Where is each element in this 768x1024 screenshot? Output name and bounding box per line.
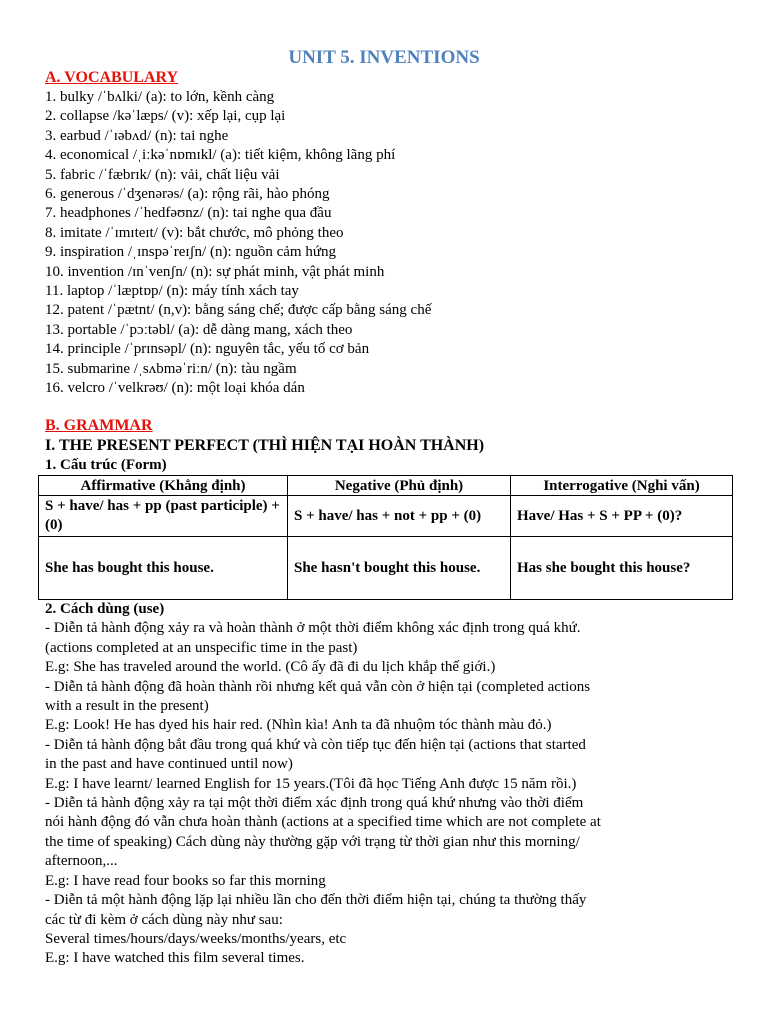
use-line: E.g: I have watched this film several times.: [45, 950, 305, 967]
vocab-item: 8. imitate /ˈɪmɪteɪt/ (v): bắt chước, mô phỏng theo: [45, 224, 344, 241]
table-row: [39, 496, 733, 537]
use-line: in the past and have continued until now): [45, 756, 293, 773]
vocab-item: 11. laptop /ˈlæptɒp/ (n): máy tính xách tay: [45, 283, 299, 300]
use-line: E.g: I have read four books so far this morning: [45, 872, 326, 889]
use-line: Several times/hours/days/weeks/months/years, etc: [45, 930, 347, 947]
vocab-item: 9. inspiration /ˌɪnspəˈreɪʃn/ (n): nguồn cảm hứng: [45, 244, 336, 261]
vocab-item: 2. collapse /kəˈlæps/ (v): xếp lại, cụp lại: [45, 108, 286, 125]
use-section: [45, 600, 745, 969]
use-line: - Diễn tả hành động xảy ra tại một thời điểm xác định trong quá khứ nhưng vào thời điểm: [45, 795, 584, 812]
use-line: - Diễn tả hành động đã hoàn thành rồi nhưng kết quả vẫn còn ở hiện tại (completed actions: [45, 678, 591, 695]
table-header-row: [39, 476, 733, 496]
use-line: the time of speaking) Cách dùng này thường gặp với trạng từ thời gian như this morning/: [45, 833, 580, 850]
use-line: các từ đi kèm ở cách dùng này như sau:: [45, 911, 283, 928]
use-line: (actions completed at an unspecific time in the past): [45, 639, 358, 656]
vocab-item: 10. invention /ɪnˈvenʃn/ (n): sự phát minh, vật phát minh: [45, 263, 385, 280]
table-cell: S + have/ has + not + pp + (0): [288, 496, 511, 537]
vocab-item: 15. submarine /ˌsʌbməˈriːn/ (n): tàu ngầm: [45, 360, 297, 377]
table-cell: S + have/ has + pp (past participle) + (0): [39, 496, 288, 537]
table-cell: Has she bought this house?: [511, 537, 733, 600]
vocab-item: 5. fabric /ˈfæbrɪk/ (n): vải, chất liệu vải: [45, 166, 280, 183]
vocab-item: 13. portable /ˈpɔːtəbl/ (a): dễ dàng mang, xách theo: [45, 321, 353, 338]
vocab-item: 7. headphones /ˈhedfəʊnz/ (n): tai nghe qua đầu: [45, 205, 332, 222]
use-line: - Diễn tả hành động xảy ra và hoàn thành ở một thời điểm không xác định trong quá khứ.: [45, 620, 581, 637]
grammar-subheading: I. THE PRESENT PERFECT (THÌ HIỆN TẠI HOÀN THÀNH): [45, 437, 485, 454]
vocab-item: 1. bulky /ˈbʌlki/ (a): to lớn, kềnh càng: [45, 89, 275, 105]
table-header-negative: Negative (Phủ định): [288, 476, 511, 496]
unit-title: UNIT 5. INVENTIONS: [288, 47, 480, 68]
use-line: E.g: She has traveled around the world. (Cô ấy đã đi du lịch khắp thế giới.): [45, 659, 496, 676]
form-heading: 1. Cấu trúc (Form): [45, 457, 167, 473]
form-table: [38, 475, 733, 600]
grammar-heading: B. GRAMMAR: [45, 417, 153, 434]
vocab-item: 3. earbud /ˈɪəbʌd/ (n): tai nghe: [45, 127, 229, 144]
use-line: nói hành động đó vẫn chưa hoàn thành (actions at a specified time which are not complete at: [45, 814, 601, 831]
vocab-item: 6. generous /ˈdʒenərəs/ (a): rộng rãi, hào phóng: [45, 186, 330, 203]
table-cell: Have/ Has + S + PP + (0)?: [511, 496, 733, 537]
table-row: [39, 537, 733, 600]
use-heading: 2. Cách dùng (use): [45, 601, 165, 617]
table-cell: She has bought this house.: [39, 537, 288, 600]
table-cell: She hasn't bought this house.: [288, 537, 511, 600]
table-header-interrogative: Interrogative (Nghi vấn): [511, 476, 733, 496]
vocab-item: 4. economical /ˌiːkəˈnɒmɪkl/ (a): tiết kiệm, không lãng phí: [45, 147, 396, 164]
use-line: E.g: Look! He has dyed his hair red. (Nhìn kìa! Anh ta đã nhuộm tóc thành màu đỏ.): [45, 717, 552, 734]
use-line: with a result in the present): [45, 698, 209, 715]
vocab-item: 16. velcro /ˈvelkrəʊ/ (n): một loại khóa dán: [45, 380, 305, 397]
use-line: afternoon,...: [45, 853, 118, 870]
use-line: - Diễn tả hành động bắt đầu trong quá khứ và còn tiếp tục đến hiện tại (actions that started: [45, 736, 586, 753]
vocabulary-heading: A. VOCABULARY: [45, 69, 179, 86]
use-line: E.g: I have learnt/ learned English for 15 years.(Tôi đã học Tiếng Anh được 15 năm rồi.): [45, 775, 577, 792]
table-header-affirmative: Affirmative (Khẳng định): [39, 476, 288, 496]
vocab-item: 12. patent /ˈpætnt/ (n,v): bằng sáng chế; được cấp bằng sáng chế: [45, 302, 432, 319]
vocab-item: 14. principle /ˈprɪnsəpl/ (n): nguyên tắc, yếu tố cơ bản: [45, 341, 370, 358]
vocabulary-section: [45, 68, 745, 399]
use-line: - Diễn tả một hành động lặp lại nhiều lần cho đến thời điểm hiện tại, chúng ta thường thấy: [45, 892, 587, 909]
grammar-heading-block: [45, 416, 745, 475]
